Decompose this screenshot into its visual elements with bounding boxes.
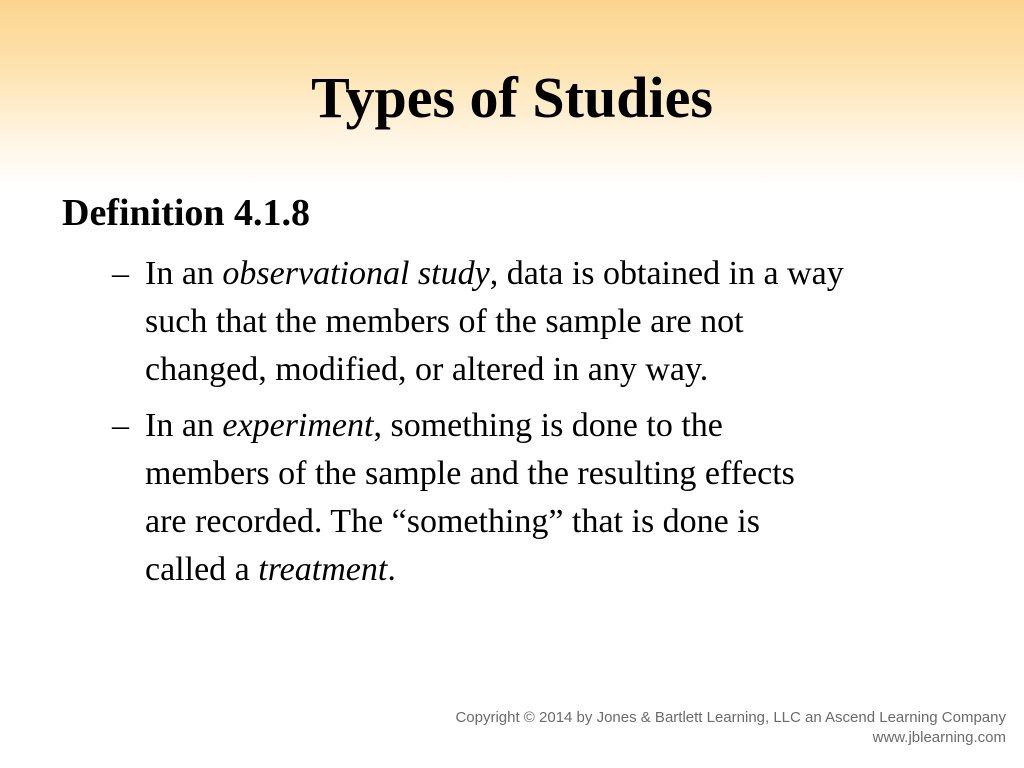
bullet-line: such that the members of the sample are not (145, 303, 744, 340)
bullet-observational-study (112, 250, 982, 394)
bullet-line: changed, modified, or altered in any way. (145, 351, 709, 388)
definition-heading: Definition 4.1.8 (62, 192, 311, 234)
copyright-footer (455, 708, 1006, 748)
bullet-line: are recorded. The “something” that is done is (145, 503, 760, 540)
dash-marker: – (112, 407, 129, 444)
bullet-experiment (112, 402, 982, 594)
bullet-line (145, 546, 982, 594)
bullet-text: . (387, 551, 396, 588)
bullet-line (145, 250, 982, 298)
copyright-text: Copyright © 2014 by Jones & Bartlett Learning, LLC an Ascend Learning Company (455, 709, 1006, 726)
bullet-text: In an (145, 255, 223, 292)
term-observational-study: observational study (222, 255, 490, 292)
term-experiment: experiment (222, 407, 374, 444)
dash-marker: – (112, 255, 129, 292)
bullet-line (145, 402, 982, 450)
bullet-text: , something is done to the (373, 407, 723, 444)
bullet-line: members of the sample and the resulting effects (145, 455, 795, 492)
bullet-text: , data is obtained in a way (489, 255, 844, 292)
bullet-text: In an (145, 407, 223, 444)
term-treatment: treatment (258, 551, 388, 588)
slide-title: Types of Studies (311, 65, 713, 130)
bullet-list (112, 250, 982, 602)
website-text: www.jblearning.com (872, 729, 1006, 746)
bullet-text: called a (145, 551, 259, 588)
